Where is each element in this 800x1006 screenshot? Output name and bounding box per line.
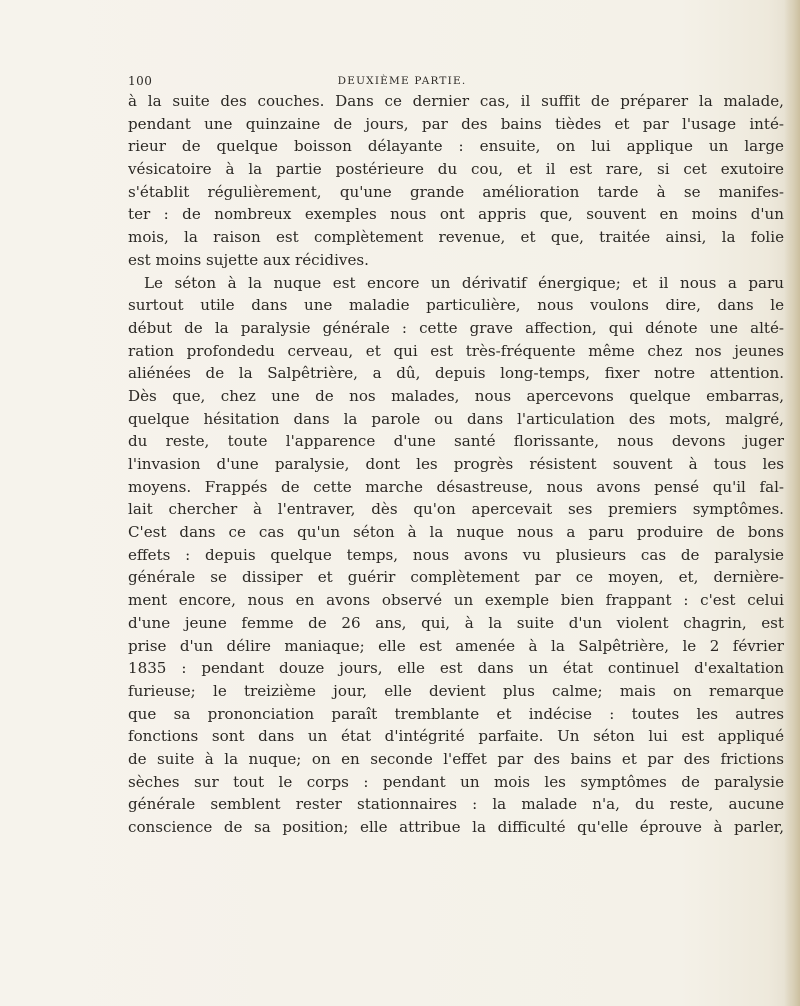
text-line: l'invasion d'une paralysie, dont les progrès résistent souvent à tous les bbox=[128, 455, 784, 473]
text-line: fonctions sont dans un état d'intégrité parfaite. Un séton lui est appliqué bbox=[128, 727, 784, 746]
text-line: que sa prononciation paraît tremblante et indécise : toutes les autres bbox=[128, 704, 784, 723]
text-line: du reste, toute l'apparence d'une santé florissante, nous devons juger bbox=[128, 432, 784, 451]
text-line: furieuse; le treizième jour, elle devient plus calme; mais on remarque bbox=[128, 681, 784, 700]
text-line: générale semblent rester stationnaires : la malade n'a, du reste, aucune bbox=[128, 795, 784, 814]
page-edge-shadow bbox=[784, 0, 800, 1006]
text-line: surtout utile dans une maladie particulière, nous voulons dire, dans le bbox=[128, 296, 784, 315]
text-line: à la suite des couches. Dans ce dernier cas, il suffit de préparer la malade, bbox=[128, 92, 784, 110]
text-line: lait chercher à l'entraver, dès qu'on apercevait ses premiers symptômes. bbox=[128, 500, 784, 519]
text-line: ter : de nombreux exemples nous ont appris que, souvent en moins d'un bbox=[128, 205, 784, 224]
text-line: d'une jeune femme de 26 ans, qui, à la suite d'un violent chagrin, est bbox=[128, 613, 784, 632]
text-line: sèches sur tout le corps : pendant un mois les symptômes de paralysie bbox=[128, 772, 784, 791]
text-line: ration profondedu cerveau, et qui est très-fréquente même chez nos jeunes bbox=[128, 341, 784, 360]
text-line: début de la paralysie générale : cette grave affection, qui dénote une alté- bbox=[128, 318, 784, 337]
text-line: rieur de quelque boisson délayante : ensuite, on lui applique un large bbox=[128, 137, 784, 156]
text-line: s'établit régulièrement, qu'une grande amélioration tarde à se manifes- bbox=[128, 182, 784, 201]
running-title: DEUXIÈME PARTIE. bbox=[337, 75, 467, 87]
text-line: conscience de sa position; elle attribue la difficulté qu'elle éprouve à parler, bbox=[128, 818, 784, 836]
text-line: générale se dissiper et guérir complètement par ce moyen, et, dernière- bbox=[128, 568, 784, 587]
text-line: quelque hésitation dans la parole ou dans l'articulation des mots, malgré, bbox=[128, 409, 784, 428]
text-line: Dès que, chez une de nos malades, nous apercevons quelque embarras, bbox=[128, 386, 784, 405]
text-line: effets : depuis quelque temps, nous avons vu plusieurs cas de paralysie bbox=[128, 545, 784, 564]
text-line: moyens. Frappés de cette marche désastreuse, nous avons pensé qu'il fal- bbox=[128, 477, 784, 496]
text-line: est moins sujette aux récidives. bbox=[128, 250, 369, 269]
text-line: de suite à la nuque; on en seconde l'effet par des bains et par des frictions bbox=[128, 749, 784, 768]
text-line: pendant une quinzaine de jours, par des bains tièdes et par l'usage inté- bbox=[128, 114, 784, 133]
body-text bbox=[128, 90, 784, 839]
page-number: 100 bbox=[128, 74, 153, 88]
text-line: C'est dans ce cas qu'un séton à la nuque nous a paru produire de bons bbox=[128, 523, 784, 542]
text-line: mois, la raison est complètement revenue, et que, traitée ainsi, la folie bbox=[128, 228, 784, 247]
text-line: Le séton à la nuque est encore un dérivatif énergique; et il nous a paru bbox=[144, 273, 784, 292]
text-line: 1835 : pendant douze jours, elle est dans un état continuel d'exaltation bbox=[128, 659, 784, 678]
text-line: vésicatoire à la partie postérieure du cou, et il est rare, si cet exutoire bbox=[128, 160, 784, 179]
text-line: prise d'un délire maniaque; elle est amenée à la Salpêtrière, le 2 février bbox=[128, 636, 784, 655]
text-line: aliénées de la Salpêtrière, a dû, depuis long-temps, fixer notre attention. bbox=[128, 364, 784, 383]
text-line: ment encore, nous en avons observé un exemple bien frappant : c'est celui bbox=[128, 591, 784, 610]
